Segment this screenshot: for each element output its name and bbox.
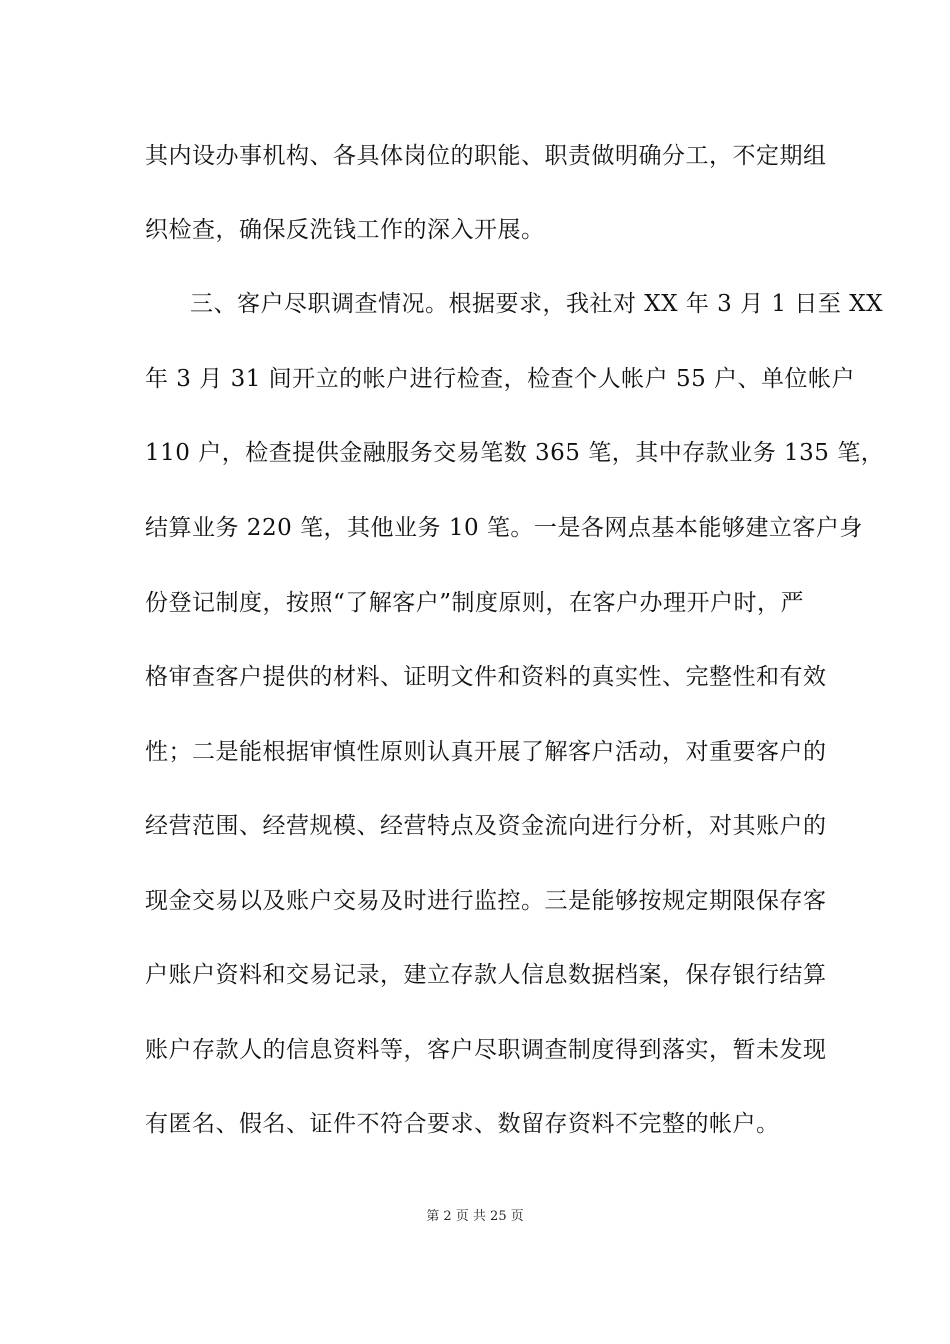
body-line-1: 其内设办事机构、各具体岗位的职能、职责做明确分工，不定期组 xyxy=(145,143,827,169)
body-line-7: 份登记制度，按照“了解客户”制度原则，在客户办理开户时，严 xyxy=(145,590,805,616)
body-line-11: 现金交易以及账户交易及时进行监控。三是能够按规定期限保存客 xyxy=(145,888,827,914)
body-line-5: 110 户，检查提供金融服务交易笔数 365 笔，其中存款业务 135 笔， xyxy=(145,440,885,466)
body-line-8: 格审查客户提供的材料、证明文件和资料的真实性、完整性和有效 xyxy=(145,664,827,690)
body-line-3-paragraph-start: 三、客户尽职调查情况。根据要求，我社对 XX 年 3 月 1 日至 XX xyxy=(190,291,883,317)
body-line-10: 经营范围、经营规模、经营特点及资金流向进行分析，对其账户的 xyxy=(145,813,827,839)
body-line-14: 有匿名、假名、证件不符合要求、数留存资料不完整的帐户。 xyxy=(145,1111,780,1137)
page-footer xyxy=(0,1209,950,1225)
body-line-4: 年 3 月 31 间开立的帐户进行检查，检查个人帐户 55 户、单位帐户 xyxy=(145,366,856,392)
body-line-6: 结算业务 220 笔，其他业务 10 笔。一是各网点基本能够建立客户身 xyxy=(145,515,863,541)
page-number-label: 第 2 页 共 25 页 xyxy=(426,1209,524,1224)
body-line-9: 性；二是能根据审慎性原则认真开展了解客户活动，对重要客户的 xyxy=(145,739,827,765)
body-line-2: 织检查，确保反洗钱工作的深入开展。 xyxy=(145,217,545,243)
body-line-12: 户账户资料和交易记录，建立存款人信息数据档案，保存银行结算 xyxy=(145,962,827,988)
body-line-13: 账户存款人的信息资料等，客户尽职调查制度得到落实，暂未发现 xyxy=(145,1037,827,1063)
